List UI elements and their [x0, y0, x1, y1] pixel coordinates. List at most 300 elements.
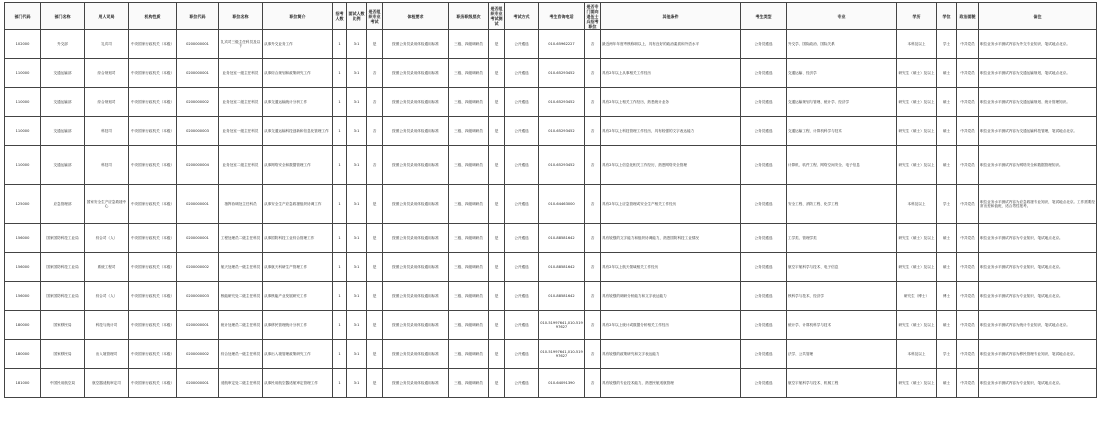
table-cell: 中共党员	[957, 59, 979, 88]
table-cell: 硕士	[937, 117, 957, 146]
table-cell: 是	[489, 88, 505, 117]
table-cell: 0200000003	[177, 117, 219, 146]
table-cell: 110000	[5, 117, 41, 146]
table-cell: 出入境管理司	[85, 340, 129, 369]
table-cell: 按照公务员录用体检通用标准	[383, 88, 449, 117]
table-cell: 三级、四级调研员	[449, 340, 489, 369]
table-cell: 核科学与技术、经济学	[787, 282, 897, 311]
table-cell: 否	[585, 224, 601, 253]
column-header: 职位代码	[177, 3, 219, 30]
table-cell: 具有较强的调研分析能力和文字表达能力	[601, 282, 741, 311]
table-cell: 三级、四级调研员	[449, 282, 489, 311]
table-cell: 中共党员	[957, 117, 979, 146]
table-cell: 1	[333, 253, 347, 282]
table-cell: 交通运输部	[41, 117, 85, 146]
column-header: 是否组织专业考试测试	[489, 3, 505, 30]
table-cell: 职位业务水平测试内容为专业知识，笔试地点北京。	[979, 253, 1097, 282]
table-cell: 否	[367, 146, 383, 185]
table-cell: 业务处室一级主任科员	[219, 117, 263, 146]
table-row	[5, 311, 1097, 340]
table-cell: 中共党员	[957, 30, 979, 59]
table-cell: 航空宇航科学与技术、电子信息	[787, 253, 897, 282]
table-cell: 3:1	[347, 369, 367, 398]
table-cell: 否	[585, 88, 601, 117]
table-cell: 010-65962227	[539, 30, 585, 59]
table-cell: 公务员遴选	[741, 117, 787, 146]
table-cell: 中央国家行政机关（本级）	[129, 185, 177, 224]
table-cell: 否	[585, 369, 601, 398]
table-cell: 按照公务员录用体检通用标准	[383, 253, 449, 282]
table-cell: 从事核能产业发展研究工作	[263, 282, 333, 311]
column-header: 部门代码	[5, 3, 41, 30]
table-cell: 研究生（硕士）及以上	[897, 117, 937, 146]
table-cell: 三级、四级调研员	[449, 117, 489, 146]
table-cell: 学士	[937, 340, 957, 369]
table-cell: 工学类、管理学类	[787, 224, 897, 253]
table-cell: 010-65293452	[539, 88, 585, 117]
column-header: 是否专门面向退伍士兵招考职位	[586, 3, 599, 29]
table-row	[5, 146, 1097, 185]
table-cell: 是	[367, 369, 383, 398]
table-cell: 是	[489, 59, 505, 88]
table-cell: 中共党员	[957, 185, 979, 224]
table-cell: 指挥协调处主任科员	[219, 185, 263, 224]
table-cell: 中共党员	[957, 146, 979, 185]
table-cell: 国家国防科技工业局	[41, 282, 85, 311]
table-cell: 职位业务水平测试内容为统计专业知识，笔试地点北京。	[979, 311, 1097, 340]
table-cell: 业务处室一级主任科员	[219, 59, 263, 88]
table-cell: 学士	[937, 185, 957, 224]
table-cell: 公务员遴选	[741, 59, 787, 88]
table-cell: 181000	[5, 369, 41, 398]
table-cell: 0200000004	[177, 146, 219, 185]
table-cell: 0200000001	[177, 185, 219, 224]
table-cell: 0200000001	[177, 224, 219, 253]
table-row	[5, 224, 1097, 253]
table-cell: 公开遴选	[505, 185, 539, 224]
table-cell: 按照公务员录用体检通用标准	[383, 340, 449, 369]
table-cell: 公开遴选	[505, 282, 539, 311]
table-cell: 1	[333, 369, 347, 398]
table-cell: 综合处理员一级主任科员	[219, 340, 263, 369]
table-cell: 科技司	[85, 117, 129, 146]
table-cell: 0200000001	[177, 30, 219, 59]
column-header: 学位	[937, 3, 957, 30]
table-cell: 交通运输规划与管理、统计学、经济学	[787, 88, 897, 117]
table-cell: 具有较强的文字能力和组织协调能力，熟悉国防科技工业情况	[601, 224, 741, 253]
table-cell: 0200000001	[177, 311, 219, 340]
table-cell: 公务员遴选	[741, 185, 787, 224]
table-cell: 中央国家行政机关（本级）	[129, 59, 177, 88]
table-cell: 中央国家行政机关（本级）	[129, 30, 177, 59]
table-cell: 工程处理员二级主任科员	[219, 224, 263, 253]
table-cell: 是	[489, 185, 505, 224]
table-cell: 航天处理员一级主任科员	[219, 253, 263, 282]
table-cell: 三级、四级调研员	[449, 146, 489, 185]
table-cell: 中共党员	[957, 311, 979, 340]
table-cell: 研究生（硕士）及以上	[897, 59, 937, 88]
table-cell: 研究生（硕士）及以上	[897, 369, 937, 398]
table-cell: 1	[333, 340, 347, 369]
table-cell: 010-65293452	[539, 59, 585, 88]
table-cell: 从事综合规划和政策研究工作	[263, 59, 333, 88]
table-cell: 学士	[937, 30, 957, 59]
table-cell: 否	[585, 146, 601, 185]
table-cell: 交通运输工程、计算机科学与技术	[787, 117, 897, 146]
table-cell: 职位业务水平测试内容为专业知识，笔试地点北京。	[979, 282, 1097, 311]
table-cell: 研究生（硕士）及以上	[897, 146, 937, 185]
column-header: 职位简介	[263, 3, 333, 30]
table-cell: 010-65293452	[539, 146, 585, 185]
table-cell: 统计学、计算机科学与技术	[787, 311, 897, 340]
table-cell: 010-51997641,010-51997627	[539, 340, 585, 369]
table-cell: 1	[333, 146, 347, 185]
table-cell: 职位业务水平测试内容为网络安全和数据管理知识。	[979, 146, 1097, 185]
table-cell: 否	[585, 253, 601, 282]
table-cell: 1	[333, 185, 347, 224]
table-cell: 3:1	[347, 224, 367, 253]
table-cell: 从事交通运输科技创新和信息化管理工作	[263, 117, 333, 146]
table-cell: 研究生（硕士）及以上	[897, 224, 937, 253]
table-cell: 按照公务员录用体检通用标准	[383, 30, 449, 59]
table-cell: 最近两年年度考核称职以上，具有良好的政治素质和外语水平	[601, 30, 741, 59]
table-cell: 科技司	[85, 146, 129, 185]
table-cell: 硕士	[937, 369, 957, 398]
column-header: 备注	[979, 3, 1097, 30]
table-cell: 0200000001	[177, 369, 219, 398]
table-cell: 具有2年以上航天领域相关工作经历	[601, 253, 741, 282]
table-cell: 中央国家行政机关（本级）	[129, 282, 177, 311]
column-header: 考生咨询电话	[539, 3, 585, 30]
table-cell: 公务员遴选	[741, 88, 787, 117]
table-cell: 125000	[5, 185, 41, 224]
table-cell: 交通运输部	[41, 146, 85, 185]
table-cell: 是	[489, 340, 505, 369]
table-cell: 本科及以上	[897, 30, 937, 59]
table-cell: 是	[489, 311, 505, 340]
table-cell: 中央国家行政机关（本级）	[129, 88, 177, 117]
table-cell: 1	[333, 224, 347, 253]
table-cell: 110000	[5, 146, 41, 185]
table-cell: 3:1	[347, 282, 367, 311]
table-cell: 中共党员	[957, 369, 979, 398]
table-cell: 职位业务水平测试内容为专业知识，笔试地点北京。	[979, 224, 1097, 253]
table-cell: 应急管理部	[41, 185, 85, 224]
table-cell: 中央国家行政机关（本级）	[129, 253, 177, 282]
table-cell: 否	[585, 117, 601, 146]
table-cell: 国家移民局	[41, 311, 85, 340]
table-cell: 三级、四级调研员	[449, 369, 489, 398]
table-cell: 本科及以上	[897, 185, 937, 224]
table-cell: 具有2年以上统计或数据分析相关工作经历	[601, 311, 741, 340]
table-cell: 公开遴选	[505, 224, 539, 253]
table-cell: 公务员遴选	[741, 30, 787, 59]
table-cell: 是	[367, 340, 383, 369]
table-cell: 公务员遴选	[741, 282, 787, 311]
table-cell: 具有较强的政策研究和文字表达能力	[601, 340, 741, 369]
table-row	[5, 253, 1097, 282]
table-cell: 三级、四级调研员	[449, 311, 489, 340]
column-header: 面试人数比例	[347, 3, 367, 30]
table-cell: 010-65293452	[539, 117, 585, 146]
table-cell: 按照公务员录用体检通用标准	[383, 311, 449, 340]
table-cell: 公务员遴选	[741, 340, 787, 369]
table-cell: 中央国家行政机关（本级）	[129, 146, 177, 185]
table-cell: 从事网络安全和数据管理工作	[263, 146, 333, 185]
table-cell: 硕士	[937, 59, 957, 88]
table-cell: 具有2年以上科技管理工作经历，具有较强的文字表达能力	[601, 117, 741, 146]
column-header: 是否组织专业考试	[367, 3, 383, 30]
column-header: 体检要求	[383, 3, 449, 30]
table-cell: 具有2年以上相关工作经历，熟悉统计业务	[601, 88, 741, 117]
table-row	[5, 369, 1097, 398]
table-cell: 职位业务水平测试内容为外交专业知识，笔试地点北京。	[979, 30, 1097, 59]
table-cell: 0200000001	[177, 59, 219, 88]
column-header: 招考人数	[333, 3, 347, 30]
column-header: 考生类型	[741, 3, 787, 30]
table-cell: 156000	[5, 224, 41, 253]
table-cell: 科技与统计司	[85, 311, 129, 340]
table-cell: 硕士	[937, 146, 957, 185]
table-cell: 3:1	[347, 340, 367, 369]
table-cell: 是	[489, 282, 505, 311]
table-cell: 是	[367, 282, 383, 311]
table-cell: 中共党员	[957, 224, 979, 253]
table-cell: 公开遴选	[505, 30, 539, 59]
table-cell: 安全工程、消防工程、化学工程	[787, 185, 897, 224]
table-cell: 010-51997641,010-51997627	[539, 311, 585, 340]
table-cell: 110000	[5, 59, 41, 88]
table-cell: 公开遴选	[505, 369, 539, 398]
table-cell: 硕士	[937, 311, 957, 340]
table-cell: 3:1	[347, 59, 367, 88]
column-header: 学历	[897, 3, 937, 30]
table-cell: 研究生（硕士）及以上	[897, 253, 937, 282]
table-cell: 业务处室二级主任科员	[219, 146, 263, 185]
table-cell: 三级、四级调研员	[449, 253, 489, 282]
column-header: 职位名称	[219, 3, 263, 30]
table-cell: 中共党员	[957, 253, 979, 282]
table-cell: 是	[367, 224, 383, 253]
table-cell: 1	[333, 117, 347, 146]
table-row	[5, 88, 1097, 117]
column-header: 部门名称	[41, 3, 85, 30]
table-cell: 航空宇航科学与技术、机械工程	[787, 369, 897, 398]
table-cell: 是	[489, 224, 505, 253]
recruitment-table	[4, 2, 1097, 398]
table-cell: 三级、四级调研员	[449, 185, 489, 224]
table-cell: 中共党员	[957, 340, 979, 369]
table-cell: 0200000002	[177, 88, 219, 117]
table-cell: 否	[585, 340, 601, 369]
table-cell: 0200000002	[177, 253, 219, 282]
table-cell: 3:1	[347, 117, 367, 146]
table-cell: 3:1	[347, 30, 367, 59]
column-header: 专业	[787, 3, 897, 30]
table-cell: 职位业务水平测试内容为应急救援专业知识，笔试地点北京。工作需要经常出差和值班，适合男性报考。	[979, 185, 1097, 224]
table-cell: 010-88581642	[539, 282, 585, 311]
table-cell: 公开遴选	[505, 117, 539, 146]
table-cell: 研究生（硕士）及以上	[897, 88, 937, 117]
table-cell: 硕士	[937, 224, 957, 253]
table-cell: 010-64463000	[539, 185, 585, 224]
table-cell: 公开遴选	[505, 88, 539, 117]
table-cell: 公开遴选	[505, 59, 539, 88]
table-cell: 综合规划司	[85, 59, 129, 88]
table-cell: 职位业务水平测试内容为移民管理专业知识，笔试地点北京。	[979, 340, 1097, 369]
table-cell: 是	[489, 117, 505, 146]
table-cell: 公务员遴选	[741, 224, 787, 253]
table-cell: 具有2年以上应急管理或安全生产相关工作经历	[601, 185, 741, 224]
table-cell: 硕士	[937, 253, 957, 282]
table-cell: 公务员遴选	[741, 311, 787, 340]
table-cell: 职位业务水平测试内容为交通运输科技管理，笔试地点北京。	[979, 117, 1097, 146]
table-cell: 是	[489, 30, 505, 59]
table-cell: 否	[585, 185, 601, 224]
table-cell: 职位业务水平测试内容为交通运输规划，笔试地点北京。	[979, 59, 1097, 88]
table-cell: 1	[333, 30, 347, 59]
table-cell: 本科及以上	[897, 340, 937, 369]
column-header: 考试方式	[505, 3, 539, 30]
table-cell: 公开遴选	[505, 253, 539, 282]
table-cell: 具有较强的专业技术能力，熟悉民航适航管理	[601, 369, 741, 398]
table-cell: 按照公务员录用体检通用标准	[383, 369, 449, 398]
table-cell: 是	[367, 185, 383, 224]
table-cell: 计算机、软件工程、网络空间安全、电子信息	[787, 146, 897, 185]
table-row	[5, 117, 1097, 146]
table-cell: 是	[367, 311, 383, 340]
table-cell: 交通运输部	[41, 88, 85, 117]
table-cell: 0200000003	[177, 282, 219, 311]
table-cell: 3:1	[347, 185, 367, 224]
table-cell: 三级、四级调研员	[449, 30, 489, 59]
table-cell: 按照公务员录用体检通用标准	[383, 59, 449, 88]
table-cell: 0200000002	[177, 340, 219, 369]
table-cell: 公开遴选	[505, 146, 539, 185]
table-cell: 156000	[5, 282, 41, 311]
column-header: 机构性质	[129, 3, 177, 30]
table-cell: 具有2年以上信息化相关工作经历，熟悉网络安全管理	[601, 146, 741, 185]
table-cell: 法学、公共管理	[787, 340, 897, 369]
table-cell: 按照公务员录用体检通用标准	[383, 224, 449, 253]
table-cell: 1	[333, 282, 347, 311]
table-cell: 从事移民管理统计分析工作	[263, 311, 333, 340]
table-cell: 适航审定处二级主任科员	[219, 369, 263, 398]
table-cell: 礼宾司	[85, 30, 129, 59]
table-cell: 010-64091390	[539, 369, 585, 398]
table-cell: 中共党员	[957, 88, 979, 117]
table-cell: 110000	[5, 88, 41, 117]
table-cell: 国家安全生产应急救援中心	[85, 185, 129, 224]
table-cell: 010-88581642	[539, 224, 585, 253]
table-cell: 三级、四级调研员	[449, 88, 489, 117]
table-cell: 1	[333, 59, 347, 88]
table-cell: 业务处室二级主任科员	[219, 88, 263, 117]
table-header	[5, 3, 1097, 30]
table-cell: 三级、四级调研员	[449, 224, 489, 253]
table-cell: 从事出入境管理政策研究工作	[263, 340, 333, 369]
table-cell: 公务员遴选	[741, 253, 787, 282]
table-cell: 3:1	[347, 146, 367, 185]
table-cell: 是	[489, 253, 505, 282]
table-cell: 否	[367, 117, 383, 146]
table-cell: 综合司（人）	[85, 224, 129, 253]
table-cell: 否	[585, 59, 601, 88]
table-cell: 102000	[5, 30, 41, 59]
table-cell: 180000	[5, 311, 41, 340]
table-cell: 3:1	[347, 253, 367, 282]
table-cell: 3:1	[347, 88, 367, 117]
table-cell: 公务员遴选	[741, 369, 787, 398]
table-cell: 3:1	[347, 311, 367, 340]
table-cell: 按照公务员录用体检通用标准	[383, 282, 449, 311]
table-row	[5, 340, 1097, 369]
column-header: 其他条件	[601, 3, 741, 30]
table-cell: 中央国家行政机关（本级）	[129, 224, 177, 253]
table-cell: 从事外交业务工作	[263, 30, 333, 59]
table-cell: 从事民用航空器适航审定管理工作	[263, 369, 333, 398]
table-cell: 外交部	[41, 30, 85, 59]
table-cell: 中央国家行政机关（本级）	[129, 311, 177, 340]
table-cell: 系统工程司	[85, 253, 129, 282]
table-cell: 否	[585, 282, 601, 311]
table-cell: 具有2年以上从事相关工作经历	[601, 59, 741, 88]
table-cell: 中国民用航空局	[41, 369, 85, 398]
table-cell: 按照公务员录用体检通用标准	[383, 185, 449, 224]
table-cell: 否	[585, 311, 601, 340]
table-cell: 从事航天科研生产管理工作	[263, 253, 333, 282]
table-cell: 国家国防科技工业局	[41, 224, 85, 253]
table-row	[5, 59, 1097, 88]
table-cell: 180000	[5, 340, 41, 369]
table-cell: 统计处理员二级主任科员	[219, 311, 263, 340]
column-header: 职务职级层次	[449, 3, 489, 30]
table-cell: 核能研究处二级主任科员	[219, 282, 263, 311]
table-row	[5, 30, 1097, 59]
table-cell: 国家移民局	[41, 340, 85, 369]
table-cell: 职位业务水平测试内容为交通运输规划、统计管理知识。	[979, 88, 1097, 117]
table-cell: 公开遴选	[505, 311, 539, 340]
table-cell: 综合规划司	[85, 88, 129, 117]
table-cell: 中央国家行政机关（本级）	[129, 369, 177, 398]
table-cell: 研究生（硕士）及以上	[897, 311, 937, 340]
table-cell: 职位业务水平测试内容为专业知识，笔试地点北京。	[979, 369, 1097, 398]
header-row	[5, 3, 1097, 30]
table-body	[5, 30, 1097, 398]
table-cell: 公务员遴选	[741, 146, 787, 185]
table-cell: 是	[489, 146, 505, 185]
recruitment-table-sheet	[4, 2, 1095, 424]
table-cell: 硕士	[937, 88, 957, 117]
table-cell: 中共党员	[957, 282, 979, 311]
column-header: 用人司局	[85, 3, 129, 30]
table-cell: 中央国家行政机关（本级）	[129, 340, 177, 369]
table-cell: 外交学、国际政治、国际关系	[787, 30, 897, 59]
table-cell: 综合司（人）	[85, 282, 129, 311]
table-cell: 按照公务员录用体检通用标准	[383, 117, 449, 146]
table-cell: 交通运输部	[41, 59, 85, 88]
table-cell: 航空器适航审定司	[85, 369, 129, 398]
table-cell: 1	[333, 311, 347, 340]
table-row	[5, 282, 1097, 311]
table-cell: 博士	[937, 282, 957, 311]
table-cell: 1	[333, 88, 347, 117]
column-header: 政治面貌	[957, 3, 979, 30]
table-cell: 从事安全生产应急救援组织协调工作	[263, 185, 333, 224]
table-cell: 否	[585, 30, 601, 59]
table-cell: 按照公务员录用体检通用标准	[383, 146, 449, 185]
table-cell: 156000	[5, 253, 41, 282]
